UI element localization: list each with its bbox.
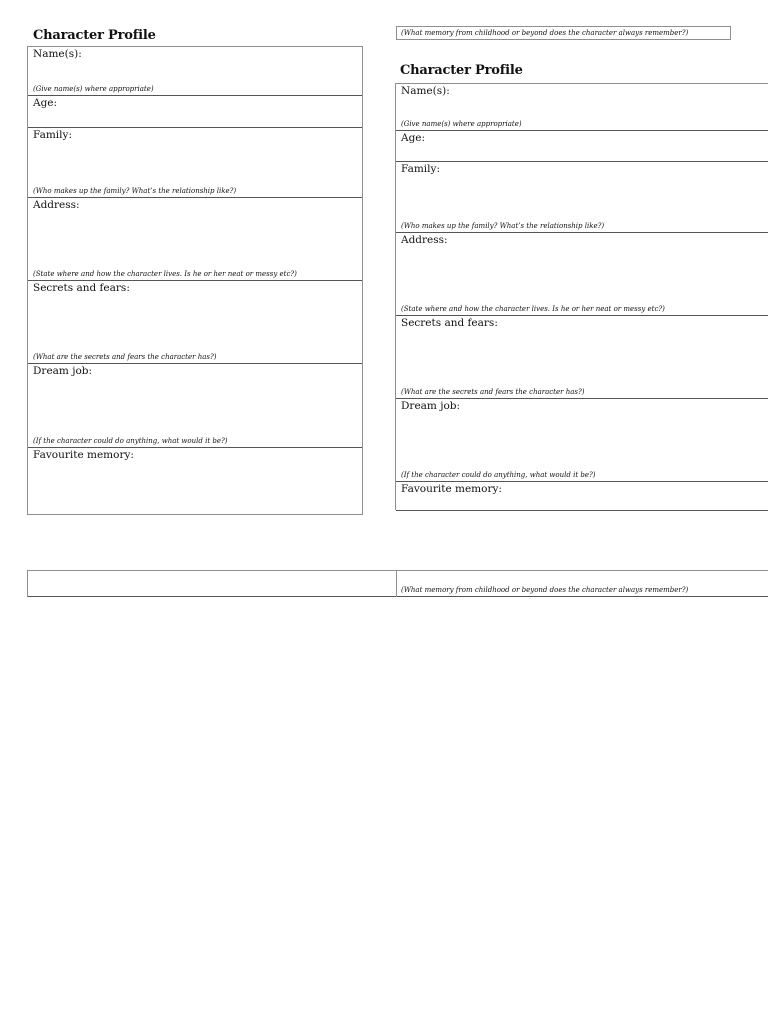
field-label: Favourite memory: bbox=[401, 483, 502, 495]
field-hint: (If the character could do anything, what would it be?) bbox=[33, 437, 228, 445]
right-profile-form bbox=[395, 83, 768, 510]
field-label: Favourite memory: bbox=[33, 449, 134, 461]
field-label: Secrets and fears: bbox=[401, 317, 498, 329]
field-label: Age: bbox=[33, 97, 58, 109]
left-field-dream-job[interactable] bbox=[28, 363, 362, 447]
right-field-secrets[interactable] bbox=[396, 315, 768, 398]
field-label: Address: bbox=[33, 199, 80, 211]
field-hint: (Give name(s) where appropriate) bbox=[401, 120, 522, 128]
right-field-family[interactable] bbox=[396, 161, 768, 232]
field-hint: (If the character could do anything, what would it be?) bbox=[401, 471, 596, 479]
left-field-secrets[interactable] bbox=[28, 280, 362, 363]
left-profile-form bbox=[27, 46, 363, 515]
right-field-address[interactable] bbox=[396, 232, 768, 315]
field-label: Family: bbox=[401, 163, 440, 175]
right-field-dream-job[interactable] bbox=[396, 398, 768, 481]
right-field-age[interactable] bbox=[396, 130, 768, 161]
strip-memory-hint: (What memory from childhood or beyond does the character always remember?) bbox=[401, 586, 689, 594]
right-top-note: (What memory from childhood or beyond does the character always remember?) bbox=[396, 26, 731, 40]
memory-continuation-strip bbox=[27, 570, 768, 597]
left-profile-title: Character Profile bbox=[33, 28, 156, 43]
field-label: Dream job: bbox=[401, 400, 461, 412]
left-field-family[interactable] bbox=[28, 127, 362, 197]
field-label: Secrets and fears: bbox=[33, 282, 130, 294]
field-label: Family: bbox=[33, 129, 72, 141]
field-hint: (Who makes up the family? What’s the relationship like?) bbox=[401, 222, 605, 230]
field-hint: (What are the secrets and fears the character has?) bbox=[401, 388, 585, 396]
field-hint: (State where and how the character lives. Is he or her neat or messy etc?) bbox=[33, 270, 297, 278]
field-label: Dream job: bbox=[33, 365, 93, 377]
left-field-favourite-memory[interactable] bbox=[28, 447, 362, 515]
field-label: Name(s): bbox=[401, 85, 450, 97]
right-profile-title: Character Profile bbox=[400, 63, 523, 78]
field-label: Address: bbox=[401, 234, 448, 246]
right-field-names[interactable] bbox=[396, 84, 768, 130]
field-hint: (What are the secrets and fears the character has?) bbox=[33, 353, 217, 361]
field-hint: (Give name(s) where appropriate) bbox=[33, 85, 154, 93]
left-field-address[interactable] bbox=[28, 197, 362, 280]
strip-divider bbox=[396, 571, 397, 597]
field-hint: (Who makes up the family? What’s the relationship like?) bbox=[33, 187, 237, 195]
field-label: Name(s): bbox=[33, 48, 82, 60]
left-field-names[interactable] bbox=[28, 47, 362, 95]
left-field-age[interactable] bbox=[28, 95, 362, 127]
right-field-favourite-memory[interactable] bbox=[396, 481, 768, 511]
field-hint: (State where and how the character lives. Is he or her neat or messy etc?) bbox=[401, 305, 665, 313]
field-label: Age: bbox=[401, 132, 426, 144]
